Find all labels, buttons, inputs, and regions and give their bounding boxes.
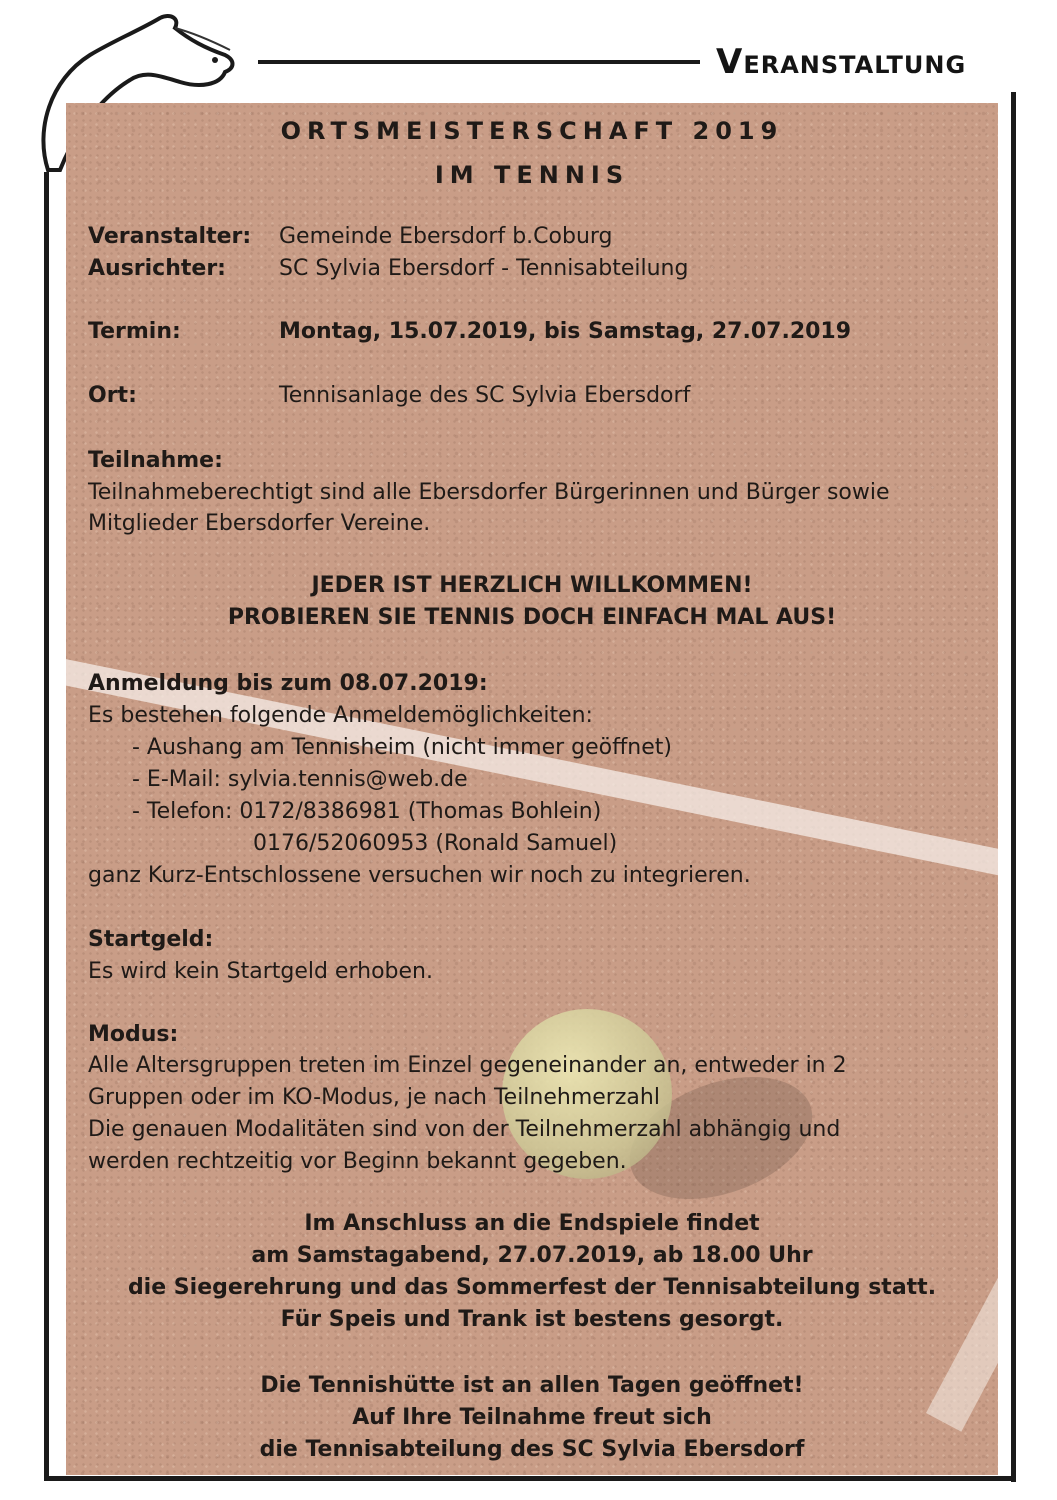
fee-text: Es wird kein Startgeld erhoben. — [88, 959, 433, 984]
mode-line2: Gruppen oder im KO-Modus, je nach Teilnehmerzahl — [88, 1085, 660, 1110]
section-label: Veranstaltung — [716, 42, 967, 82]
host-label: Ausrichter: — [88, 256, 226, 281]
participation-line2: Mitglieder Ebersdorfer Vereine. — [88, 511, 431, 536]
location-value: Tennisanlage des SC Sylvia Ebersdorf — [279, 383, 691, 408]
fee-heading: Startgeld: — [88, 927, 214, 952]
closing-line3: die Siegerehrung und das Sommerfest der Tennisabteilung statt. — [127, 1275, 937, 1300]
closing-line2: am Samstagabend, 27.07.2019, ab 18.00 Uhr — [251, 1243, 813, 1268]
event-title-line1: ORTSMEISTERSCHAFT 2019 — [280, 117, 784, 145]
registration-heading: Anmeldung bis zum 08.07.2019: — [88, 671, 488, 696]
mode-line3: Die genauen Modalitäten sind von der Teilnehmerzahl abhängig und — [88, 1117, 841, 1142]
frame-bottom-border — [44, 1476, 1016, 1481]
registration-note: ganz Kurz-Entschlossene versuchen wir noch zu integrieren. — [88, 863, 751, 888]
welcome-line2: PROBIEREN SIE TENNIS DOCH EINFACH MAL AUS! — [227, 605, 837, 630]
registration-option-phone: - Telefon: 0172/8386981 (Thomas Bohlein) — [132, 799, 602, 824]
date-label: Termin: — [88, 319, 181, 344]
date-value: Montag, 15.07.2019, bis Samstag, 27.07.2019 — [279, 319, 852, 344]
closing-line5: Die Tennishütte ist an allen Tagen geöffnet! — [260, 1373, 804, 1398]
frame-right-border — [1011, 92, 1016, 1482]
location-label: Ort: — [88, 383, 137, 408]
participation-line1: Teilnahmeberechtigt sind alle Ebersdorfer Bürgerinnen und Bürger sowie — [88, 480, 890, 505]
closing-line4: Für Speis und Trank ist bestens gesorgt. — [280, 1307, 784, 1332]
closing-line1: Im Anschluss an die Endspiele findet — [304, 1211, 760, 1236]
organizer-value: Gemeinde Ebersdorf b.Coburg — [279, 224, 613, 249]
event-title-line2: IM TENNIS — [434, 161, 630, 189]
registration-option-phone2: 0176/52060953 (Ronald Samuel) — [253, 831, 618, 856]
participation-heading: Teilnahme: — [88, 448, 223, 473]
registration-option-notice: - Aushang am Tennisheim (nicht immer geöffnet) — [132, 735, 672, 760]
closing-line6: Auf Ihre Teilnahme freut sich — [352, 1405, 712, 1430]
organizer-label: Veranstalter: — [88, 224, 252, 249]
mode-line4: werden rechtzeitig vor Beginn bekannt gegeben. — [88, 1149, 627, 1174]
mode-heading: Modus: — [88, 1022, 179, 1047]
flyer-panel — [66, 103, 998, 1475]
registration-intro: Es bestehen folgende Anmeldemöglichkeiten: — [88, 703, 593, 728]
registration-option-email: - E-Mail: sylvia.tennis@web.de — [132, 767, 468, 792]
closing-line7: die Tennisabteilung des SC Sylvia Ebersdorf — [259, 1437, 805, 1462]
flyer-content — [66, 103, 998, 1475]
welcome-line1: JEDER IST HERZLICH WILLKOMMEN! — [311, 573, 753, 598]
header-rule — [258, 60, 700, 64]
host-value: SC Sylvia Ebersdorf - Tennisabteilung — [279, 256, 689, 281]
frame-left-border — [44, 172, 49, 1481]
mode-line1: Alle Altersgruppen treten im Einzel gegeneinander an, entweder in 2 — [88, 1053, 847, 1078]
